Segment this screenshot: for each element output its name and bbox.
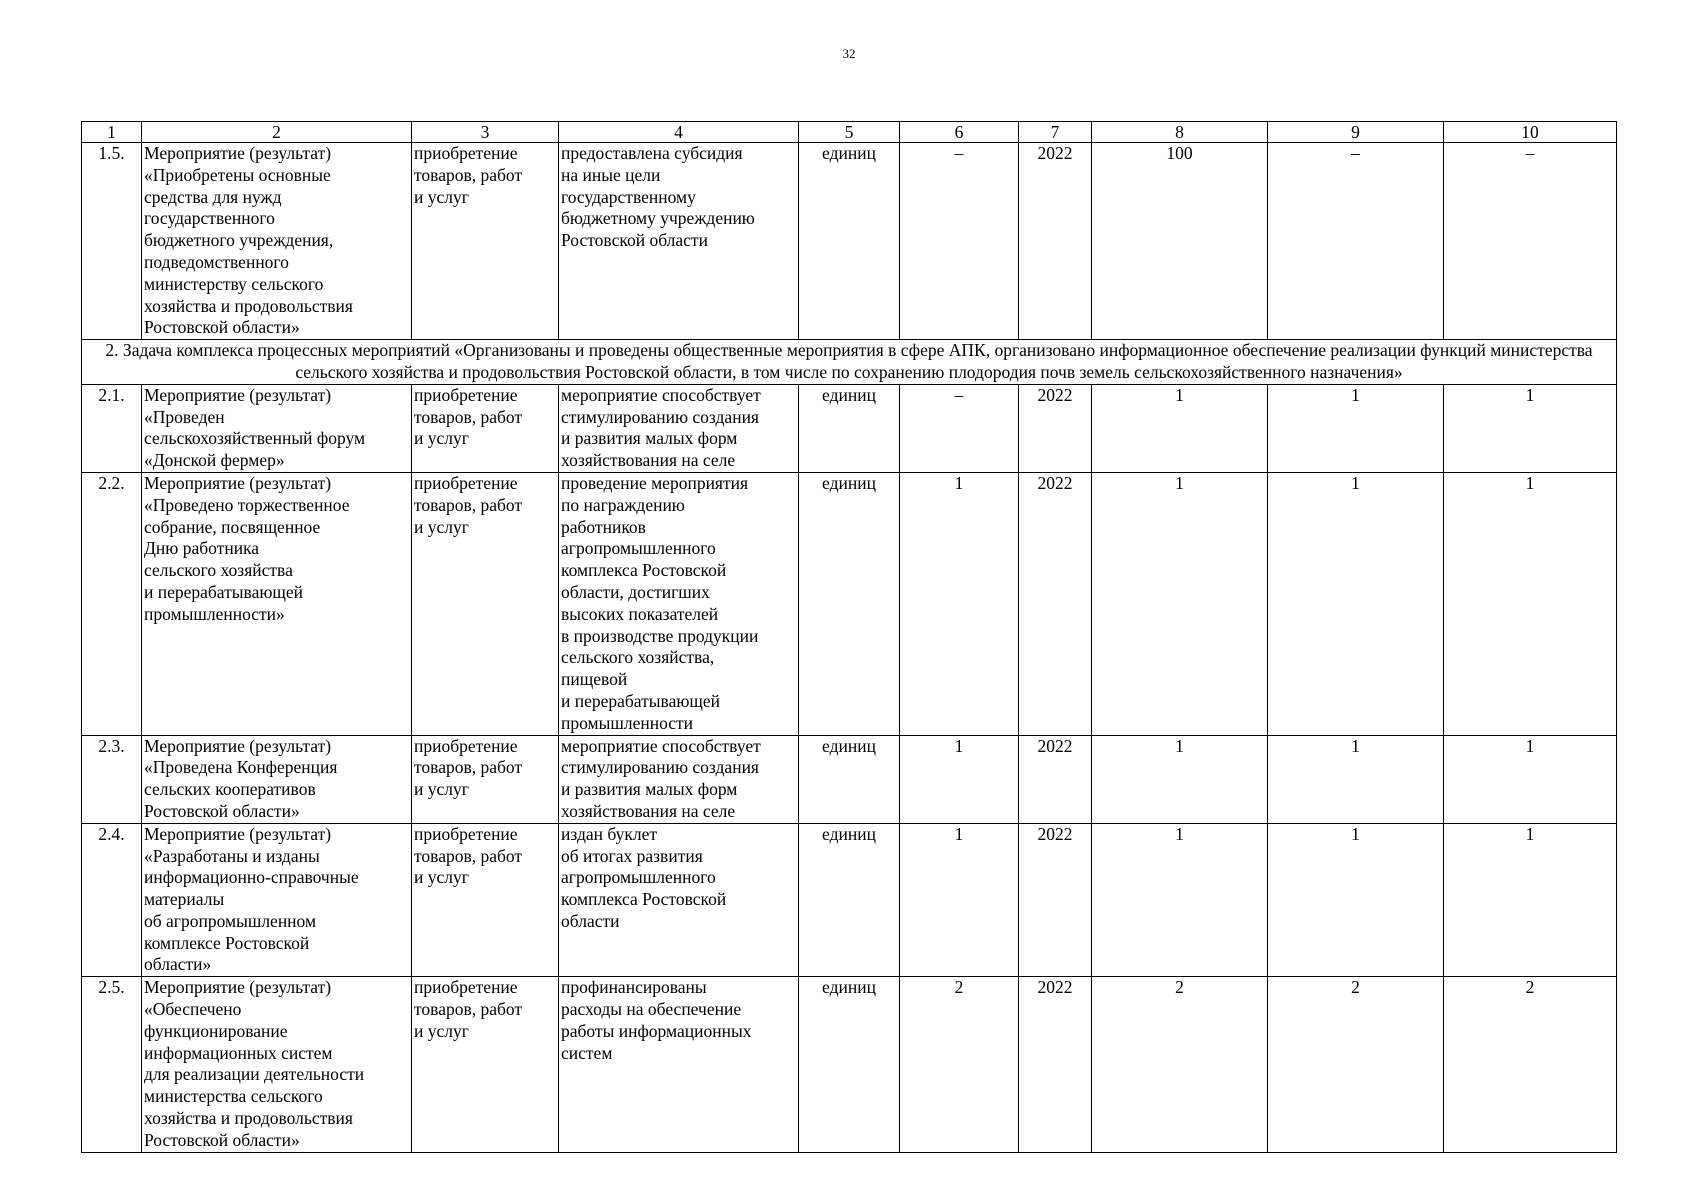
activity-description: предоставлена субсидия на иные цели государственному бюджетному учреждению Ростовской области	[559, 143, 799, 340]
header-cell: 4	[559, 122, 799, 143]
unit-cell: единиц	[799, 143, 900, 340]
value-cell: 1	[900, 735, 1019, 823]
header-cell: 3	[412, 122, 559, 143]
value-cell: 1	[1092, 823, 1268, 977]
activities-table	[81, 121, 1617, 1153]
year-cell: 2022	[1019, 977, 1092, 1152]
value-cell: 1	[900, 823, 1019, 977]
activity-type: приобретение товаров, работ и услуг	[412, 823, 559, 977]
table-row	[82, 823, 1617, 977]
section-task-title: 2. Задача комплекса процессных мероприятий «Организованы и проведены общественные мероприятия в сфере АПК, организовано информационное обеспечение реализации функций министерства сельского хозяйства и продовольствия Ростовской области, в том числе по сохранению плодородия почв земель сельскохозяйственного назначения»	[82, 340, 1617, 385]
activity-name: Мероприятие (результат) «Проведен сельскохозяйственный форум «Донской фермер»	[142, 384, 412, 472]
activity-type: приобретение товаров, работ и услуг	[412, 735, 559, 823]
year-cell: 2022	[1019, 735, 1092, 823]
unit-cell: единиц	[799, 735, 900, 823]
year-cell: 2022	[1019, 143, 1092, 340]
header-cell: 9	[1268, 122, 1444, 143]
table-row	[82, 143, 1617, 340]
activity-name: Мероприятие (результат) «Разработаны и изданы информационно-справочные материалы об агропромышленном комплексе Ростовской области»	[142, 823, 412, 977]
header-cell: 8	[1092, 122, 1268, 143]
header-cell: 10	[1444, 122, 1617, 143]
unit-cell: единиц	[799, 472, 900, 735]
row-number: 2.5.	[82, 977, 142, 1152]
value-cell: 2	[1092, 977, 1268, 1152]
header-row	[82, 122, 1617, 143]
value-cell: 1	[1268, 472, 1444, 735]
row-number: 1.5.	[82, 143, 142, 340]
unit-cell: единиц	[799, 977, 900, 1152]
year-cell: 2022	[1019, 384, 1092, 472]
row-number: 2.1.	[82, 384, 142, 472]
activity-type: приобретение товаров, работ и услуг	[412, 472, 559, 735]
row-number: 2.2.	[82, 472, 142, 735]
activity-description: профинансированы расходы на обеспечение работы информационных систем	[559, 977, 799, 1152]
unit-cell: единиц	[799, 384, 900, 472]
value-cell: 1	[1444, 823, 1617, 977]
value-cell: 1	[1444, 735, 1617, 823]
table-row	[82, 472, 1617, 735]
value-cell: 1	[1092, 472, 1268, 735]
header-cell: 7	[1019, 122, 1092, 143]
value-cell: 1	[1444, 472, 1617, 735]
activity-name: Мероприятие (результат) «Приобретены основные средства для нужд государственного бюджетного учреждения, подведомственного министерству сельского хозяйства и продовольствия Ростовской области»	[142, 143, 412, 340]
year-cell: 2022	[1019, 472, 1092, 735]
value-cell: –	[900, 143, 1019, 340]
activity-type: приобретение товаров, работ и услуг	[412, 143, 559, 340]
header-cell: 6	[900, 122, 1019, 143]
header-cell: 2	[142, 122, 412, 143]
value-cell: 1	[900, 472, 1019, 735]
header-cell: 1	[82, 122, 142, 143]
value-cell: 2	[1268, 977, 1444, 1152]
activity-type: приобретение товаров, работ и услуг	[412, 384, 559, 472]
activity-name: Мероприятие (результат) «Обеспечено функционирование информационных систем для реализации деятельности министерства сельского хозяйства и продовольствия Ростовской области»	[142, 977, 412, 1152]
value-cell: –	[1444, 143, 1617, 340]
value-cell: 1	[1268, 823, 1444, 977]
row-number: 2.3.	[82, 735, 142, 823]
year-cell: 2022	[1019, 823, 1092, 977]
unit-cell: единиц	[799, 823, 900, 977]
header-cell: 5	[799, 122, 900, 143]
table-row	[82, 735, 1617, 823]
value-cell: 2	[900, 977, 1019, 1152]
value-cell: –	[1268, 143, 1444, 340]
value-cell: 1	[1444, 384, 1617, 472]
value-cell: 1	[1092, 384, 1268, 472]
row-number: 2.4.	[82, 823, 142, 977]
value-cell: 1	[1268, 735, 1444, 823]
page-number: 32	[842, 46, 856, 61]
activity-description: проведение мероприятия по награждению работников агропромышленного комплекса Ростовской области, достигших высоких показателей в производстве продукции сельского хозяйства, пищевой и перерабатывающей промышленности	[559, 472, 799, 735]
value-cell: 1	[1268, 384, 1444, 472]
value-cell: 2	[1444, 977, 1617, 1152]
activity-type: приобретение товаров, работ и услуг	[412, 977, 559, 1152]
activity-name: Мероприятие (результат) «Проведена Конференция сельских кооперативов Ростовской области»	[142, 735, 412, 823]
value-cell: 1	[1092, 735, 1268, 823]
activity-description: издан буклет об итогах развития агропромышленного комплекса Ростовской области	[559, 823, 799, 977]
activity-description: мероприятие способствует стимулированию создания и развития малых форм хозяйствования на селе	[559, 735, 799, 823]
table-row	[82, 977, 1617, 1152]
value-cell: 100	[1092, 143, 1268, 340]
table-row	[82, 384, 1617, 472]
activity-name: Мероприятие (результат) «Проведено торжественное собрание, посвященное Дню работника сельского хозяйства и перерабатывающей промышленности»	[142, 472, 412, 735]
value-cell: –	[900, 384, 1019, 472]
activity-description: мероприятие способствует стимулированию создания и развития малых форм хозяйствования на селе	[559, 384, 799, 472]
section-row	[82, 340, 1617, 385]
